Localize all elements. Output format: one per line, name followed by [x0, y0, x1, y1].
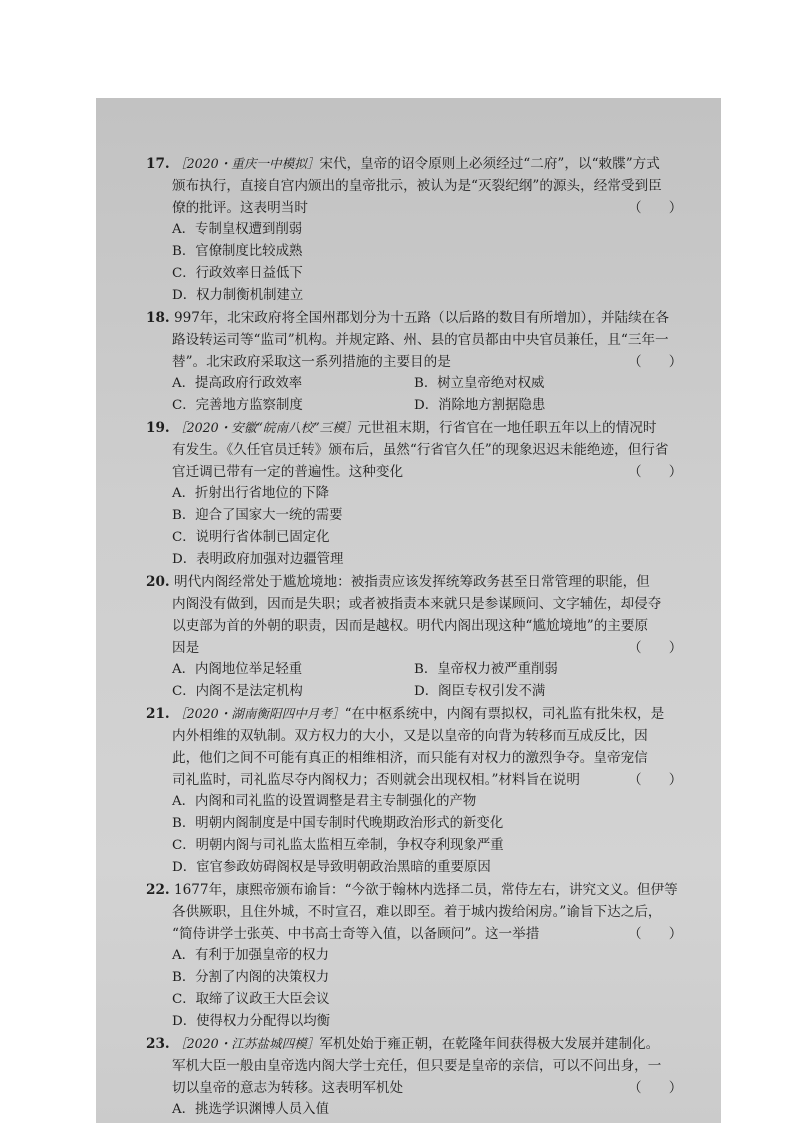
question-text-line: 军机大臣一般由皇帝选内阁大学士充任，但只要是皇帝的亲信，可以不问出身，一: [172, 1058, 662, 1074]
question-text-line: 此，他们之间不可能有真正的相维相济，而只能有对权力的激烈争夺。皇帝宠信: [172, 750, 648, 766]
option-c: C．内阁不是法定机构: [172, 684, 303, 699]
question-number: 17.: [146, 156, 170, 172]
option-d: D．消除地方割据隐患: [414, 398, 546, 413]
answer-paren: （ ）: [628, 200, 683, 216]
answer-paren: （ ）: [628, 1080, 683, 1096]
option-a: A．内阁地位举足轻重: [172, 662, 303, 677]
question-number: 23.: [146, 1036, 170, 1052]
question-text-line: 内外相维的双轨制。双方权力的大小，又是以皇帝的向背为转移而互成反比，因: [172, 728, 648, 744]
option-a: A．有利于加强皇帝的权力: [172, 948, 329, 963]
question-text-line: 各供厥职，且住外城，不时宣召，难以即至。着于城内拨给闲房。”谕旨下达之后，: [172, 904, 662, 920]
document-photo: [96, 98, 721, 1123]
question-text-line: 切以皇帝的意志为转移。这表明军机处: [172, 1080, 404, 1096]
option-b: B．树立皇帝绝对权威: [414, 376, 545, 391]
option-a: A．挑选学识渊博人员入值: [172, 1102, 329, 1117]
option-c: C．行政效率日益低下: [172, 266, 303, 281]
answer-paren: （ ）: [628, 354, 683, 370]
option-b: B．迎合了国家大一统的需要: [172, 508, 343, 523]
question-number: 22.: [146, 882, 170, 898]
question-text-line: 以吏部为首的外朝的职责，因而是越权。明代内阁出现这种“尴尬境地”的主要原: [172, 618, 649, 634]
option-b: B．明朝内阁制度是中国专制时代晚期政治形式的新变化: [172, 816, 504, 831]
option-b: B．皇帝权力被严重削弱: [414, 662, 558, 677]
question-text-line: 替”。北宋政府采取这一系列措施的主要目的是: [172, 354, 451, 370]
option-c: C．说明行省体制已固定化: [172, 530, 330, 545]
question-source: ［2020・安徽“皖南八校”三模］: [173, 420, 358, 435]
question-source: ［2020・江苏盐城四模］: [173, 1036, 320, 1051]
option-d: D．阁臣专权引发不满: [414, 684, 546, 699]
question-text-line: “在中枢系统中，内阁有票拟权，司礼监有批朱权，是: [344, 706, 665, 722]
answer-paren: （ ）: [628, 640, 683, 656]
question-number: 18.: [146, 310, 170, 326]
question-text-line: 明代内阁经常处于尴尬境地：被指责应该发挥统筹政务甚至日常管理的职能，但: [173, 574, 650, 590]
question-text-line: 路设转运司等“监司”机构。并规定路、州、县的官员都由中央官员兼任，且“三年一: [172, 332, 669, 348]
option-a: A．内阁和司礼监的设置调整是君主专制强化的产物: [172, 794, 477, 809]
question-number: 21.: [146, 706, 170, 722]
question-text-line: 司礼监时，司礼监尽夺内阁权力；否则就会出现权相。”材料旨在说明: [172, 772, 580, 788]
question-text-line: 军机处始于雍正朝，在乾隆年间获得极大发展并建制化。: [319, 1036, 660, 1052]
option-c: C．完善地方监察制度: [172, 398, 303, 413]
answer-paren: （ ）: [628, 926, 683, 942]
question-text-line: 元世祖末期，行省官在一地任职五年以上的情况时: [357, 420, 657, 436]
question-number: 20.: [146, 574, 170, 590]
question-source: ［2020・湖南衡阳四中月考］: [173, 706, 345, 721]
answer-paren: （ ）: [628, 772, 683, 788]
option-a: A．专制皇权遭到削弱: [172, 222, 303, 237]
option-a: A．折射出行省地位的下降: [172, 486, 329, 501]
option-d: D．使得权力分配得以均衡: [172, 1014, 331, 1029]
question-text-line: 宋代，皇帝的诏令原则上必须经过“二府”，以“敕牒”方式: [319, 156, 660, 172]
question-text-line: 僚的批评。这表明当时: [172, 200, 308, 216]
option-a: A．提高政府行政效率: [172, 376, 303, 391]
option-c: C．明朝内阁与司礼监太监相互牵制，争权夺利现象严重: [172, 838, 504, 853]
option-d: D．表明政府加强对边疆管理: [172, 552, 344, 567]
option-d: D．权力制衡机制建立: [172, 288, 304, 303]
option-b: B．官僚制度比较成熟: [172, 244, 303, 259]
option-d: D．宦官参政妨碍阁权是导致明朝政治黑暗的重要原因: [172, 860, 491, 875]
answer-paren: （ ）: [628, 464, 683, 480]
question-text-line: 颁布执行，直接自宫内颁出的皇帝批示，被认为是“灭裂纪纲”的源头，经常受到臣: [172, 178, 662, 194]
question-text-line: “简侍讲学士张英、中书高士奇等入值，以备顾问”。这一举措: [172, 926, 540, 942]
question-number: 19.: [146, 420, 170, 436]
option-c: C．取缔了议政王大臣会议: [172, 992, 330, 1007]
question-text-line: 1677年，康熙帝颁布谕旨：“今欲于翰林内选择二员，常侍左右，讲究文义。但伊等: [173, 882, 678, 898]
question-text-line: 内阁没有做到，因而是失职；或者被指责本来就只是参谋顾问、文字辅佐，却侵夺: [172, 596, 662, 612]
question-text-line: 因是: [172, 640, 200, 656]
question-text-line: 997年，北宋政府将全国州郡划分为十五路（以后路的数目有所增加），并陆续在各: [173, 310, 669, 326]
question-text-line: 官迁调已带有一定的普遍性。这种变化: [172, 464, 404, 480]
question-source: ［2020・重庆一中模拟］: [173, 156, 320, 171]
option-b: B．分割了内阁的决策权力: [172, 970, 330, 985]
question-text-line: 有发生。《久任官员迁转》颁布后，虽然“行省官久任”的现象迟迟未能绝迹，但行省: [172, 442, 669, 458]
